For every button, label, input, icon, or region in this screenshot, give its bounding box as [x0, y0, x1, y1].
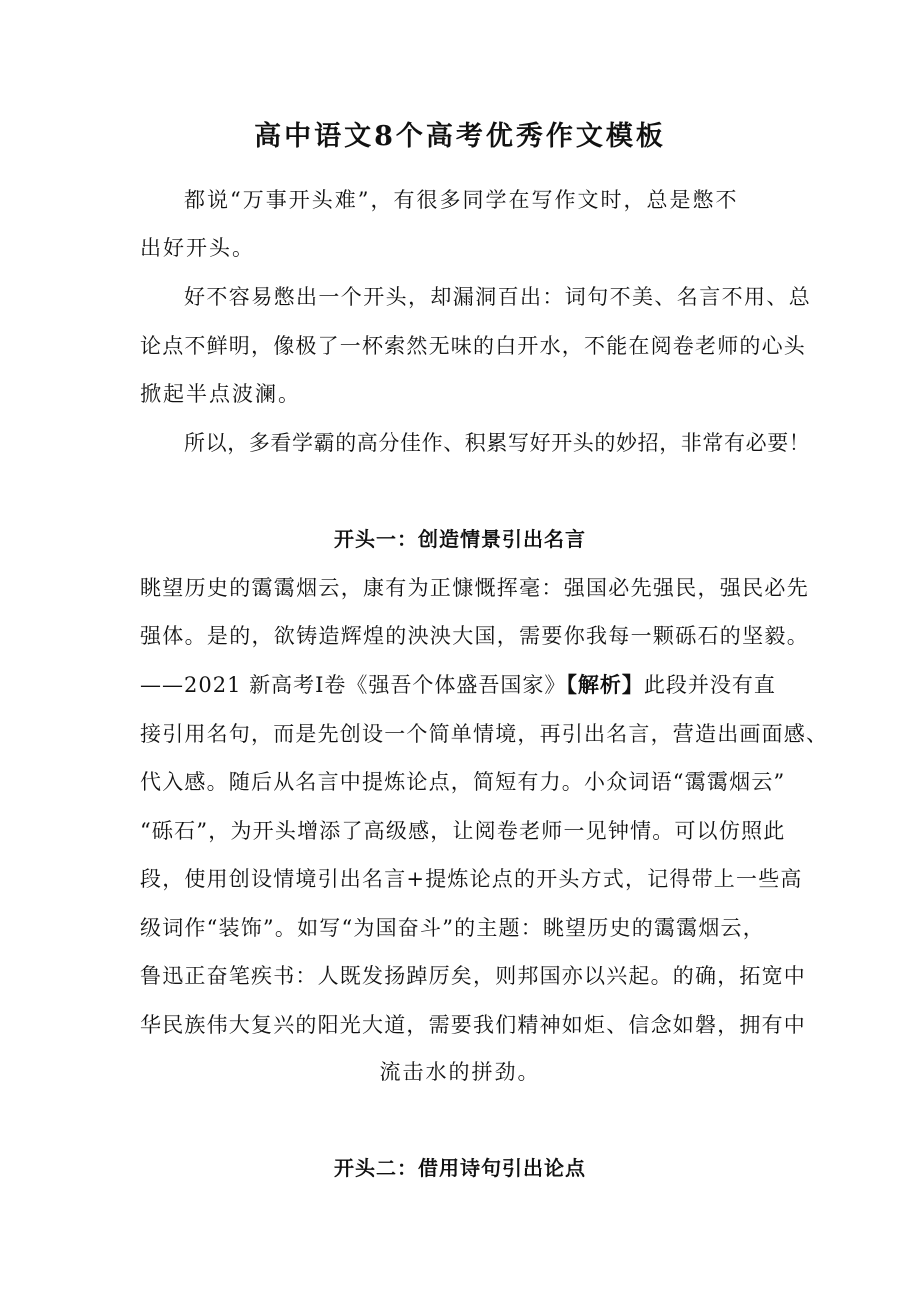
intro-paragraph-1-line-2: 出好开头。 — [140, 236, 255, 260]
intro-paragraph-2-line-2: 论点不鲜明，像极了一杯索然无味的白开水，不能在阅卷老师的心头 — [140, 334, 806, 358]
analysis-line-6: 鲁迅正奋笔疾书：人既发扬踔厉矣，则邦国亦以兴起。的确，拓宽中 — [140, 964, 806, 988]
intro-paragraph-2-line-1: 好不容易憋出一个开头，却漏洞百出：词句不美、名言不用、总 — [184, 285, 812, 309]
analysis-line-7: 华民族伟大复兴的阳光大道，需要我们精神如炬、信念如磐，拥有中 — [140, 1013, 806, 1037]
analysis-line-5: 级词作“装饰”。如写“为国奋斗”的主题：眺望历史的霭霭烟云， — [140, 916, 765, 940]
intro-paragraph-3-line-1: 所以，多看学霸的高分佳作、积累写好开头的妙招，非常有必要！ — [184, 431, 811, 455]
section-2-heading: 开头二：借用诗句引出论点 — [334, 1156, 586, 1180]
page-title: 高中语文8个高考优秀作文模板 — [254, 121, 666, 152]
section-1-source-line — [140, 673, 776, 697]
analysis-last-line: 流击水的拼劲。 — [379, 1060, 541, 1084]
intro-paragraph-1-line-1: 都说“万事开头难”，有很多同学在写作文时，总是憋不 — [184, 188, 739, 212]
analysis-start: 此段并没有直 — [643, 673, 776, 697]
analysis-line-1: 接引用名句，而是先创设一个简单情境，再引出名言，营造出画面感、 — [140, 722, 829, 746]
source-citation: ——2021 新高考Ⅰ卷《强吾个体盛吾国家》 — [140, 673, 567, 697]
section-1-line-1: 眺望历史的霭霭烟云，康有为正慷慨挥毫：强国必先强民，强民必先 — [140, 576, 809, 600]
analysis-line-3: “砾石”，为开头增添了高级感，让阅卷老师一见钟情。可以仿照此 — [140, 819, 786, 843]
intro-paragraph-2-line-3: 掀起半点波澜。 — [140, 382, 301, 406]
section-1-line-2: 强体。是的，欲铸造辉煌的泱泱大国，需要你我每一颗砾石的坚毅。 — [140, 624, 809, 648]
analysis-line-2: 代入感。随后从名言中提炼论点，简短有力。小众词语“霭霭烟云” — [140, 770, 786, 794]
section-1-heading: 开头一：创造情景引出名言 — [334, 527, 586, 551]
analysis-line-4: 段，使用创设情境引出名言+提炼论点的开头方式，记得带上一些高 — [140, 867, 803, 891]
analysis-label: 【解析】 — [566, 672, 644, 697]
